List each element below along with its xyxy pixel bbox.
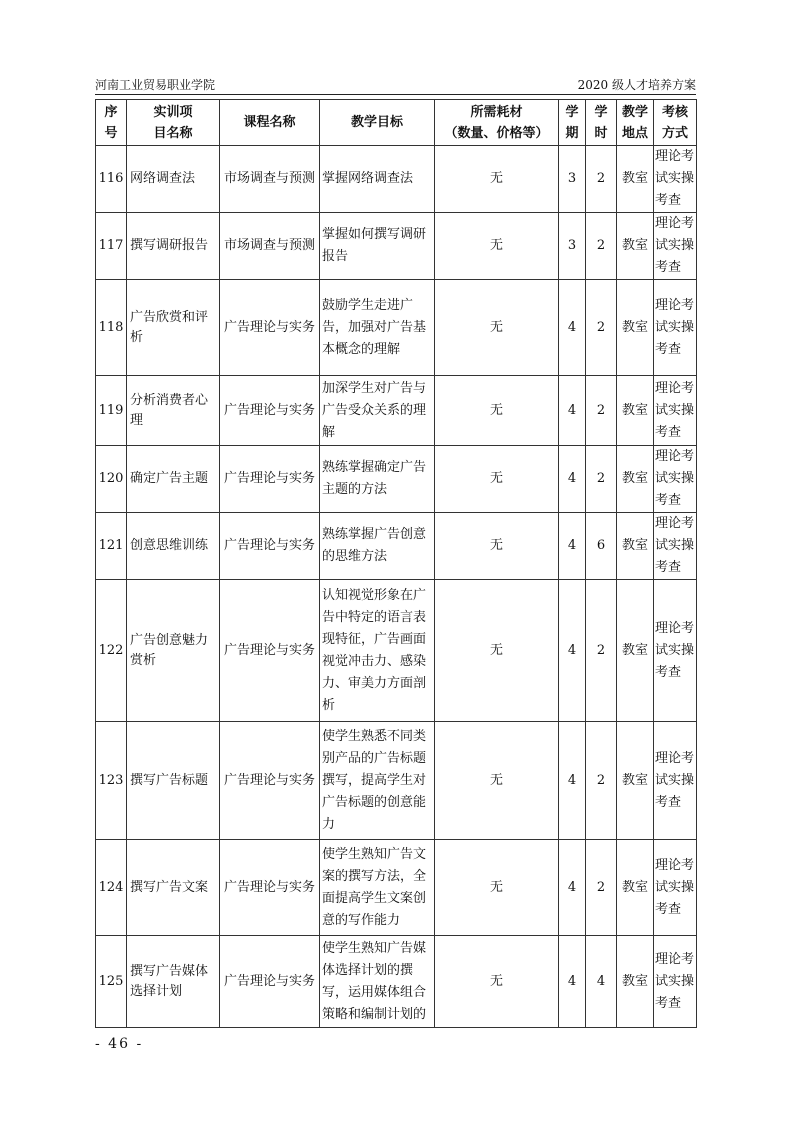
- hours: 4: [586, 936, 617, 1028]
- row-number: 117: [96, 213, 127, 280]
- materials: 无: [435, 513, 559, 580]
- teaching-goal: 使学生熟悉不同类别产品的广告标题撰写，提高学生对广告标题的创意能力: [320, 722, 435, 840]
- location: 教室: [617, 213, 654, 280]
- materials: 无: [435, 580, 559, 722]
- row-number: 120: [96, 446, 127, 513]
- table-row: [96, 146, 697, 213]
- materials: 无: [435, 213, 559, 280]
- course-name: 市场调查与预测: [220, 213, 320, 280]
- school-name: 河南工业贸易职业学院: [95, 78, 216, 92]
- table-row: [96, 513, 697, 580]
- assessment: 理论考试实操考查: [654, 840, 697, 936]
- hours: 2: [586, 580, 617, 722]
- location: 教室: [617, 146, 654, 213]
- project-name: 广告创意魅力赏析: [127, 580, 220, 722]
- table-row: [96, 280, 697, 376]
- term: 4: [559, 513, 586, 580]
- table-row: [96, 213, 697, 280]
- term: 4: [559, 840, 586, 936]
- location: 教室: [617, 446, 654, 513]
- table-header-row: [96, 100, 697, 146]
- project-name: 分析消费者心理: [127, 376, 220, 446]
- training-table: [95, 99, 697, 1028]
- column-header: 实训项 目名称: [127, 100, 220, 146]
- page-header: [95, 76, 696, 95]
- assessment: 理论考试实操考查: [654, 580, 697, 722]
- location: 教室: [617, 376, 654, 446]
- table-row: [96, 840, 697, 936]
- row-number: 121: [96, 513, 127, 580]
- row-number: 116: [96, 146, 127, 213]
- materials: 无: [435, 146, 559, 213]
- location: 教室: [617, 722, 654, 840]
- assessment: 理论考试实操考查: [654, 280, 697, 376]
- hours: 2: [586, 446, 617, 513]
- project-name: 创意思维训练: [127, 513, 220, 580]
- materials: 无: [435, 840, 559, 936]
- materials: 无: [435, 936, 559, 1028]
- column-header: 序 号: [96, 100, 127, 146]
- project-name: 撰写广告媒体选择计划: [127, 936, 220, 1028]
- table-row: [96, 446, 697, 513]
- term: 3: [559, 213, 586, 280]
- teaching-goal: 鼓励学生走进广告，加强对广告基本概念的理解: [320, 280, 435, 376]
- table-row: [96, 376, 697, 446]
- document-title: 2020 级人才培养方案: [577, 78, 696, 92]
- assessment: 理论考试实操考查: [654, 936, 697, 1028]
- column-header: 学 期: [559, 100, 586, 146]
- project-name: 撰写广告标题: [127, 722, 220, 840]
- term: 4: [559, 446, 586, 513]
- row-number: 119: [96, 376, 127, 446]
- term: 4: [559, 580, 586, 722]
- course-name: 广告理论与实务: [220, 280, 320, 376]
- teaching-goal: 掌握网络调查法: [320, 146, 435, 213]
- materials: 无: [435, 446, 559, 513]
- teaching-goal: 掌握如何撰写调研报告: [320, 213, 435, 280]
- term: 4: [559, 936, 586, 1028]
- teaching-goal: 加深学生对广告与广告受众关系的理解: [320, 376, 435, 446]
- table-row: [96, 580, 697, 722]
- teaching-goal: 熟练掌握广告创意的思维方法: [320, 513, 435, 580]
- row-number: 122: [96, 580, 127, 722]
- hours: 2: [586, 722, 617, 840]
- column-header: 考核 方式: [654, 100, 697, 146]
- location: 教室: [617, 936, 654, 1028]
- course-name: 市场调查与预测: [220, 146, 320, 213]
- location: 教室: [617, 580, 654, 722]
- hours: 2: [586, 213, 617, 280]
- page-number: - 46 -: [95, 1036, 144, 1052]
- course-name: 广告理论与实务: [220, 936, 320, 1028]
- teaching-goal: 认知视觉形象在广告中特定的语言表现特征，广告画面视觉冲击力、感染力、审美力方面剖析: [320, 580, 435, 722]
- materials: 无: [435, 280, 559, 376]
- teaching-goal: 使学生熟知广告媒体选择计划的撰写，运用媒体组合策略和编制计划的: [320, 936, 435, 1028]
- project-name: 撰写调研报告: [127, 213, 220, 280]
- project-name: 广告欣赏和评析: [127, 280, 220, 376]
- hours: 2: [586, 146, 617, 213]
- teaching-goal: 使学生熟知广告文案的撰写方法，全面提高学生文案创意的写作能力: [320, 840, 435, 936]
- row-number: 118: [96, 280, 127, 376]
- assessment: 理论考试实操考查: [654, 722, 697, 840]
- column-header: 学 时: [586, 100, 617, 146]
- row-number: 124: [96, 840, 127, 936]
- location: 教室: [617, 513, 654, 580]
- row-number: 123: [96, 722, 127, 840]
- course-name: 广告理论与实务: [220, 446, 320, 513]
- assessment: 理论考试实操考查: [654, 213, 697, 280]
- column-header: 课程名称: [220, 100, 320, 146]
- assessment: 理论考试实操考查: [654, 146, 697, 213]
- term: 4: [559, 376, 586, 446]
- location: 教室: [617, 840, 654, 936]
- hours: 6: [586, 513, 617, 580]
- course-name: 广告理论与实务: [220, 513, 320, 580]
- assessment: 理论考试实操考查: [654, 513, 697, 580]
- hours: 2: [586, 280, 617, 376]
- row-number: 125: [96, 936, 127, 1028]
- course-name: 广告理论与实务: [220, 840, 320, 936]
- term: 4: [559, 280, 586, 376]
- column-header: 教学目标: [320, 100, 435, 146]
- teaching-goal: 熟练掌握确定广告主题的方法: [320, 446, 435, 513]
- course-name: 广告理论与实务: [220, 580, 320, 722]
- project-name: 确定广告主题: [127, 446, 220, 513]
- project-name: 网络调查法: [127, 146, 220, 213]
- table-body: [96, 146, 697, 1028]
- column-header: 所需耗材 （数量、价格等）: [435, 100, 559, 146]
- hours: 2: [586, 376, 617, 446]
- materials: 无: [435, 376, 559, 446]
- table-row: [96, 722, 697, 840]
- term: 4: [559, 722, 586, 840]
- project-name: 撰写广告文案: [127, 840, 220, 936]
- materials: 无: [435, 722, 559, 840]
- course-name: 广告理论与实务: [220, 722, 320, 840]
- location: 教室: [617, 280, 654, 376]
- assessment: 理论考试实操考查: [654, 376, 697, 446]
- course-name: 广告理论与实务: [220, 376, 320, 446]
- assessment: 理论考试实操考查: [654, 446, 697, 513]
- column-header: 教学 地点: [617, 100, 654, 146]
- term: 3: [559, 146, 586, 213]
- table-row: [96, 936, 697, 1028]
- hours: 2: [586, 840, 617, 936]
